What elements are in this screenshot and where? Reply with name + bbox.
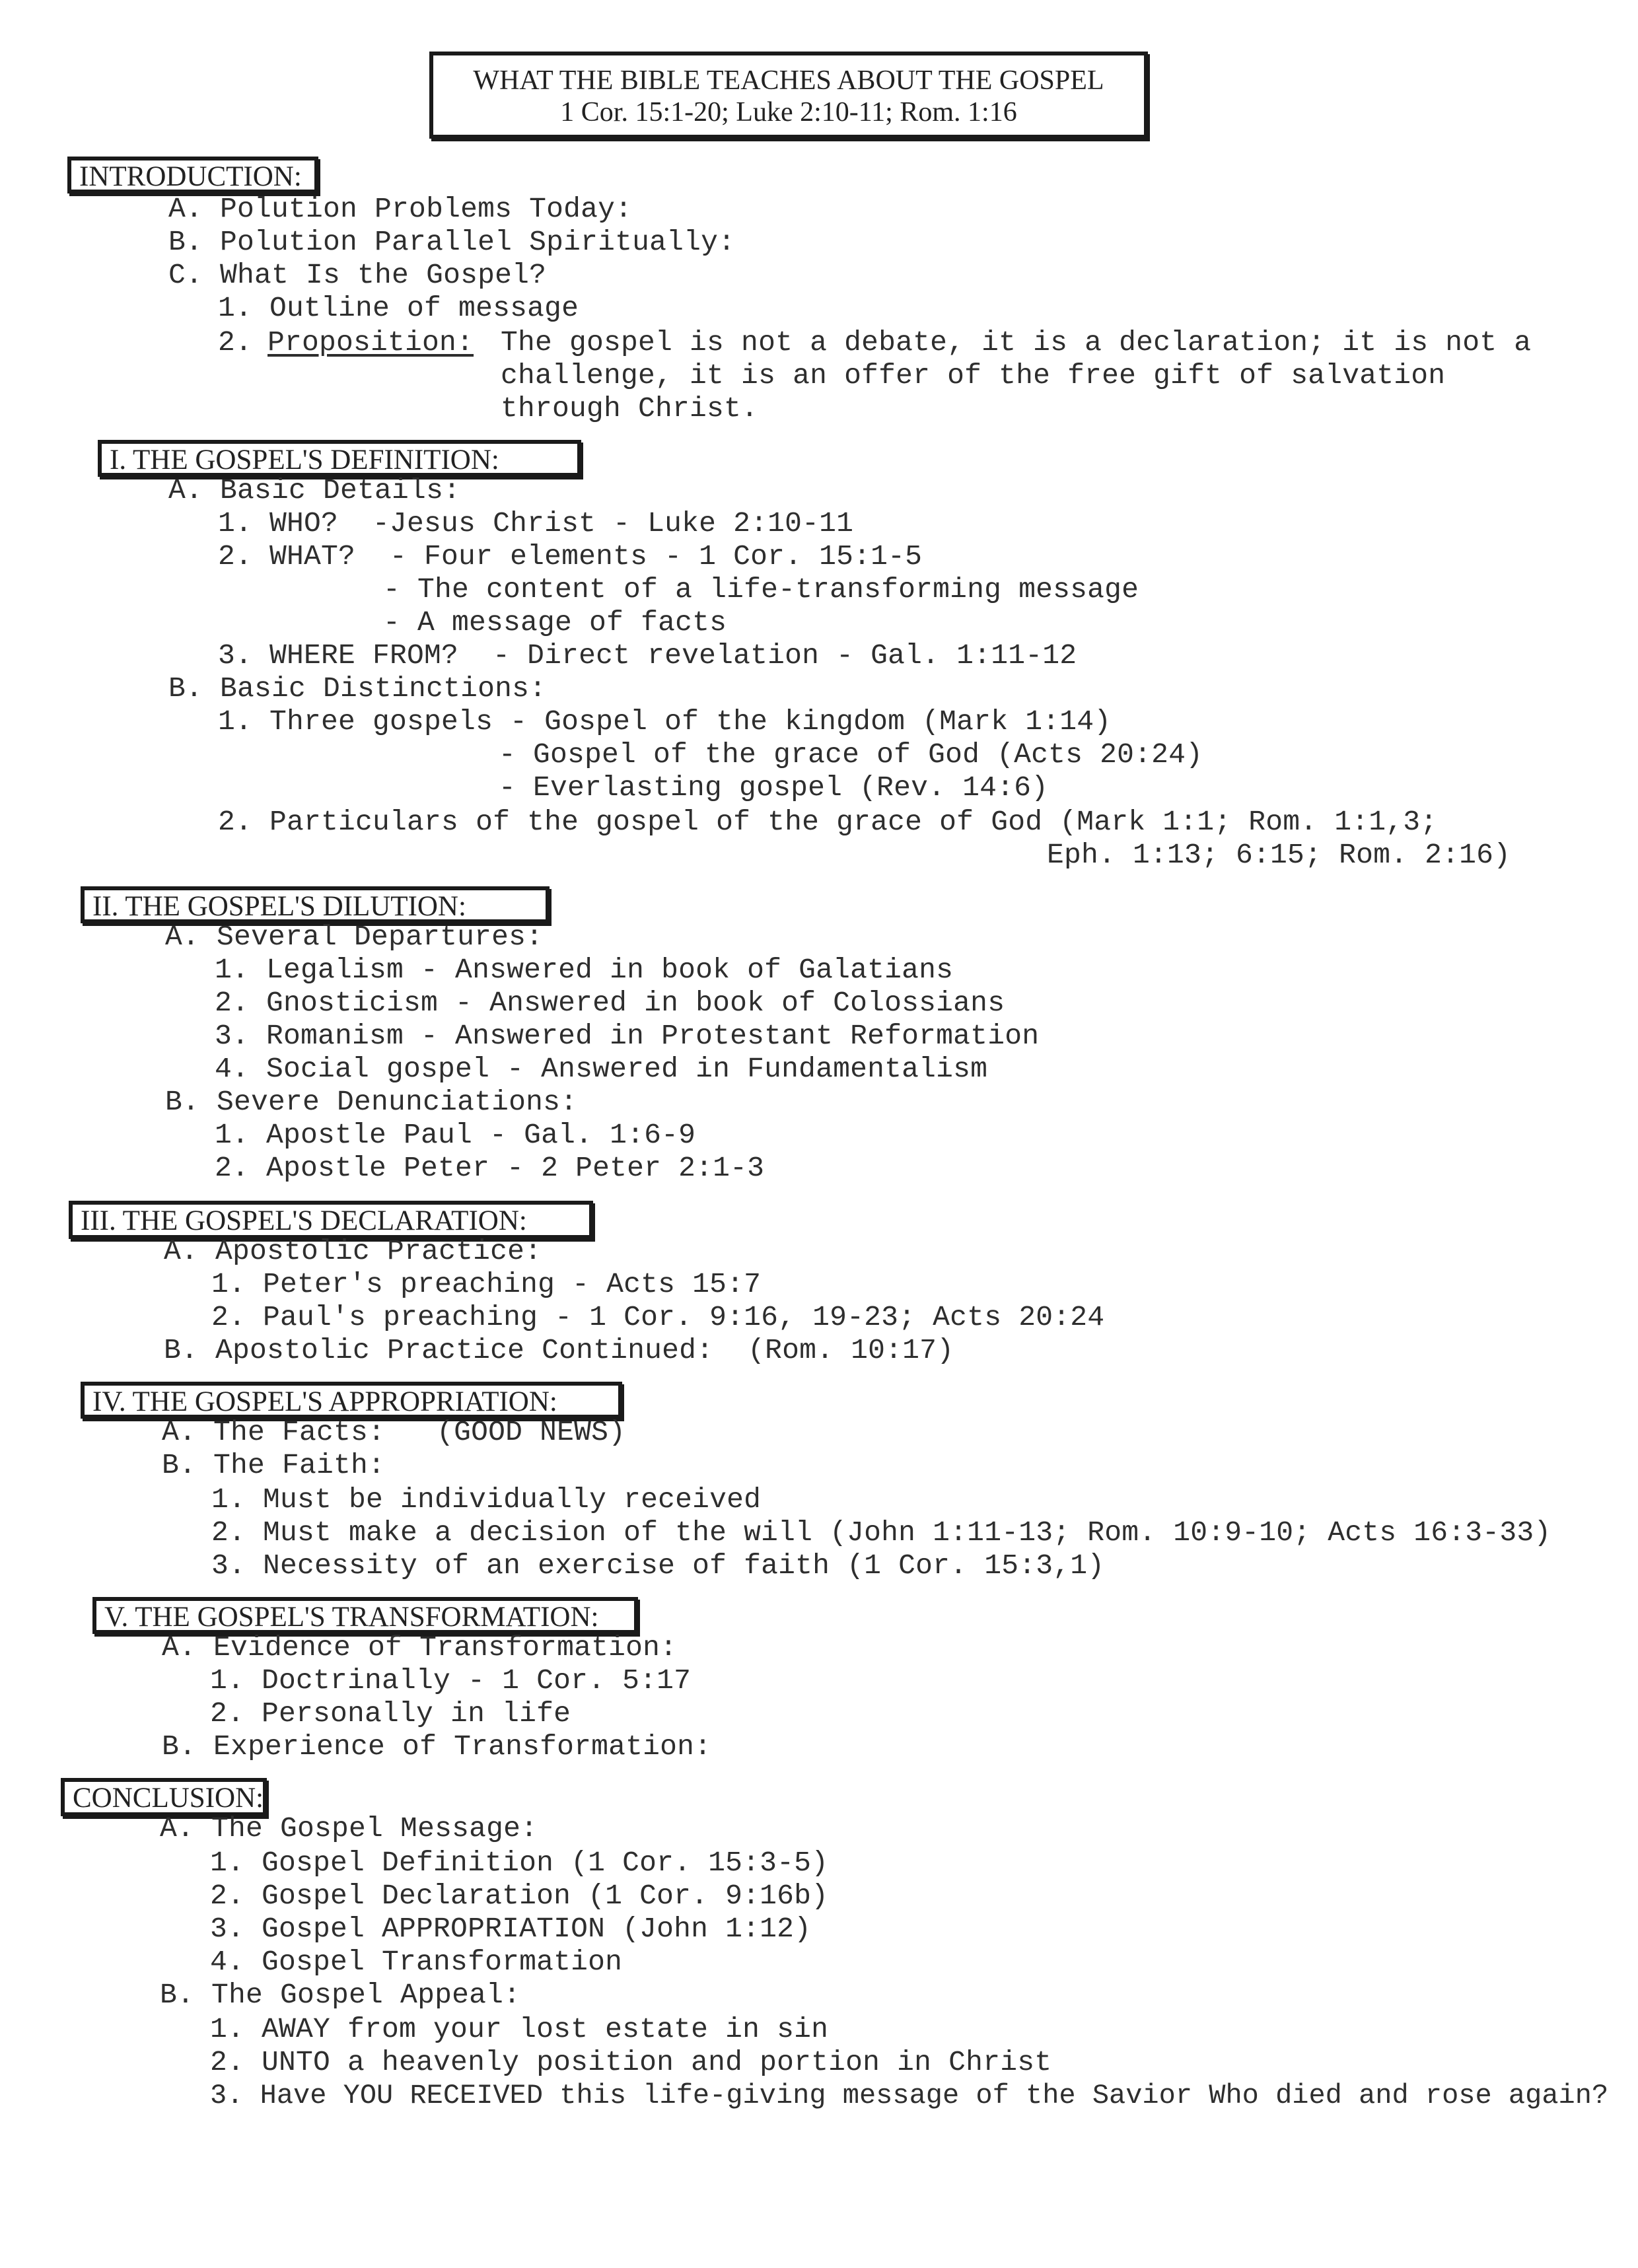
s1-point-b1: 1. Three gospels - Gospel of the kingdom (Mark 1:14) bbox=[218, 705, 1112, 738]
s4-point-b1: 1. Must be individually received bbox=[211, 1483, 762, 1516]
s2-point-a3: 3. Romanism - Answered in Protestant Reformation bbox=[215, 1020, 1040, 1052]
s1-point-a3: 3. WHERE FROM? - Direct revelation - Gal. 1:11-12 bbox=[218, 639, 1077, 672]
section-1-heading: I. THE GOSPEL'S DEFINITION: bbox=[98, 440, 581, 477]
s4-point-b2: 2. Must make a decision of the will (John 1:11-13; Rom. 10:9-10; Acts 16:3-33) bbox=[211, 1516, 1551, 1549]
s1-point-a: A. Basic Details: bbox=[168, 474, 461, 507]
s5-point-a: A. Evidence of Transformation: bbox=[162, 1631, 678, 1664]
scripture-references: 1 Cor. 15:1-20; Luke 2:10-11; Rom. 1:16 bbox=[560, 97, 1017, 127]
s2-point-b1: 1. Apostle Paul - Gal. 1:6-9 bbox=[215, 1119, 696, 1151]
s3-point-a1: 1. Peter's preaching - Acts 15:7 bbox=[211, 1268, 762, 1300]
s4-point-b3: 3. Necessity of an exercise of faith (1 Cor. 15:3,1) bbox=[211, 1549, 1105, 1582]
intro-point-c2-number: 2. bbox=[218, 326, 253, 359]
s3-point-b: B. Apostolic Practice Continued: (Rom. 10:17) bbox=[164, 1334, 954, 1366]
s2-point-a1: 1. Legalism - Answered in book of Galatians bbox=[215, 954, 954, 986]
section-5-heading: V. THE GOSPEL'S TRANSFORMATION: bbox=[92, 1597, 638, 1634]
s5-point-a1: 1. Doctrinally - 1 Cor. 5:17 bbox=[210, 1664, 692, 1697]
s2-point-a4: 4. Social gospel - Answered in Fundamentalism bbox=[215, 1053, 988, 1085]
intro-point-a: A. Polution Problems Today: bbox=[168, 193, 633, 225]
s1-point-b1b: - Gospel of the grace of God (Acts 20:24) bbox=[499, 738, 1203, 771]
s4-point-b: B. The Faith: bbox=[162, 1449, 386, 1481]
s2-point-a: A. Several Departures: bbox=[165, 921, 544, 953]
intro-point-c1: 1. Outline of message bbox=[218, 292, 579, 324]
s2-point-b: B. Severe Denunciations: bbox=[165, 1086, 578, 1118]
s5-point-b: B. Experience of Transformation: bbox=[162, 1730, 712, 1763]
s3-point-a: A. Apostolic Practice: bbox=[164, 1235, 542, 1267]
section-2-heading: II. THE GOSPEL'S DILUTION: bbox=[81, 886, 550, 923]
section-3-heading: III. THE GOSPEL'S DECLARATION: bbox=[69, 1201, 593, 1239]
s1-point-b2-continued: Eph. 1:13; 6:15; Rom. 2:16) bbox=[1047, 839, 1511, 871]
proposition-text-line-3: through Christ. bbox=[501, 392, 759, 425]
proposition-text-line-1: The gospel is not a debate, it is a declaration; it is not a bbox=[501, 326, 1532, 359]
section-4-heading: IV. THE GOSPEL'S APPROPRIATION: bbox=[81, 1382, 622, 1419]
conclusion-heading: CONCLUSION: bbox=[61, 1778, 267, 1816]
s1-point-a2b: - The content of a life-transforming message bbox=[383, 573, 1139, 606]
s1-point-a1: 1. WHO? -Jesus Christ - Luke 2:10-11 bbox=[218, 507, 854, 540]
conclusion-point-a4: 4. Gospel Transformation bbox=[210, 1946, 623, 1978]
conclusion-point-b: B. The Gospel Appeal: bbox=[160, 1979, 521, 2011]
conclusion-point-a2: 2. Gospel Declaration (1 Cor. 9:16b) bbox=[210, 1880, 829, 1912]
page-title: WHAT THE BIBLE TEACHES ABOUT THE GOSPEL bbox=[473, 65, 1104, 96]
conclusion-point-b3: 3. Have YOU RECEIVED this life-giving message of the Savior Who died and rose again? bbox=[210, 2080, 1609, 2111]
introduction-heading: INTRODUCTION: bbox=[67, 157, 318, 194]
intro-point-c: C. What Is the Gospel? bbox=[168, 259, 547, 291]
intro-point-b: B. Polution Parallel Spiritually: bbox=[168, 226, 736, 258]
conclusion-point-a: A. The Gospel Message: bbox=[160, 1812, 538, 1845]
conclusion-point-a3: 3. Gospel APPROPRIATION (John 1:12) bbox=[210, 1913, 812, 1945]
s4-point-a: A. The Facts: (GOOD NEWS) bbox=[162, 1416, 626, 1448]
s1-point-b2: 2. Particulars of the gospel of the grace of God (Mark 1:1; Rom. 1:1,3; bbox=[218, 806, 1438, 838]
conclusion-point-a1: 1. Gospel Definition (1 Cor. 15:3-5) bbox=[210, 1847, 829, 1879]
s1-point-a2: 2. WHAT? - Four elements - 1 Cor. 15:1-5 bbox=[218, 540, 923, 573]
proposition-label: Proposition: bbox=[267, 326, 474, 359]
s1-point-b1c: - Everlasting gospel (Rev. 14:6) bbox=[499, 771, 1049, 804]
s3-point-a2: 2. Paul's preaching - 1 Cor. 9:16, 19-23; Acts 20:24 bbox=[211, 1301, 1105, 1333]
s2-point-a2: 2. Gnosticism - Answered in book of Colossians bbox=[215, 987, 1005, 1019]
title-box bbox=[429, 52, 1148, 139]
proposition-text-line-2: challenge, it is an offer of the free gift of salvation bbox=[501, 359, 1446, 392]
s1-point-b: B. Basic Distinctions: bbox=[168, 672, 547, 705]
s1-point-a2c: - A message of facts bbox=[383, 606, 727, 639]
s5-point-a2: 2. Personally in life bbox=[210, 1697, 571, 1730]
s2-point-b2: 2. Apostle Peter - 2 Peter 2:1-3 bbox=[215, 1152, 765, 1184]
conclusion-point-b2: 2. UNTO a heavenly position and portion in Christ bbox=[210, 2046, 1052, 2078]
conclusion-point-b1: 1. AWAY from your lost estate in sin bbox=[210, 2013, 829, 2045]
